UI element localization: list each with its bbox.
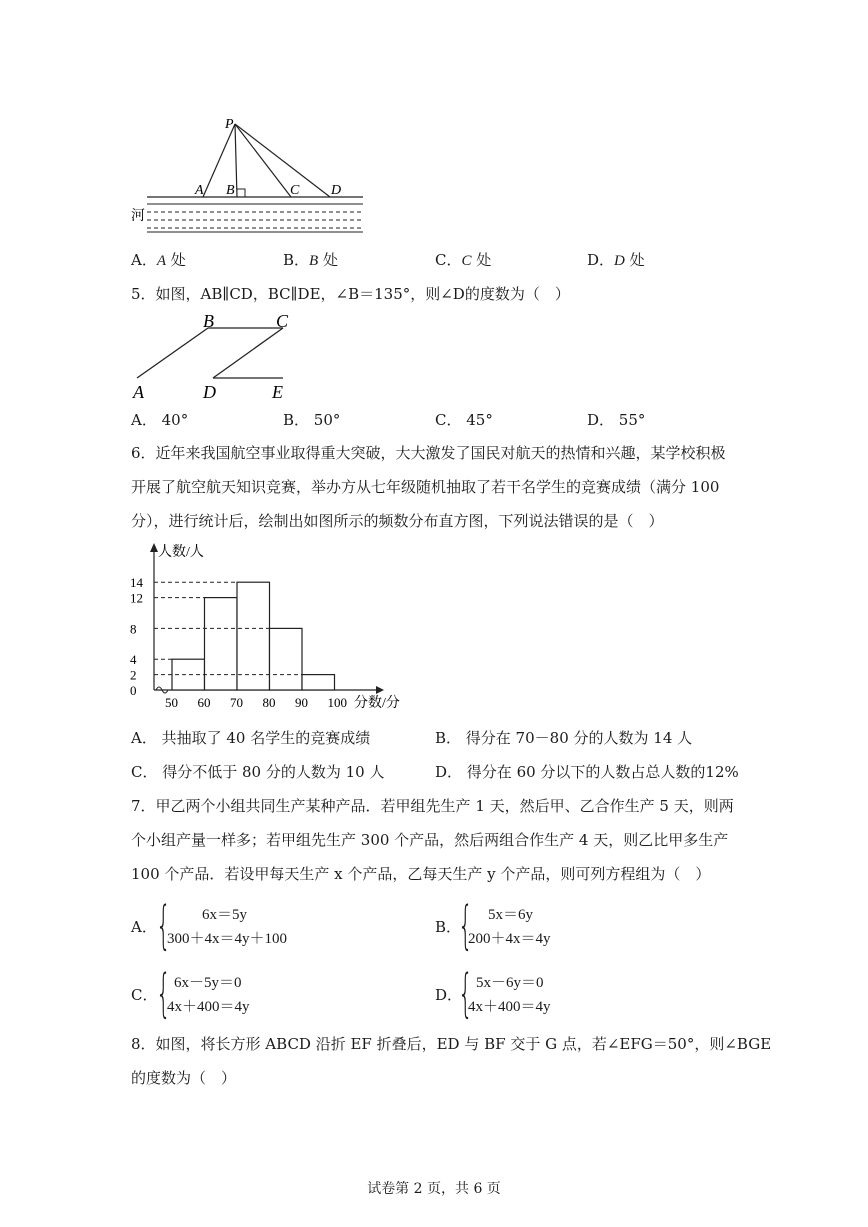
q7-option-d-eq2: 4x＋400＝4y	[468, 999, 551, 1015]
q7-option-d-brace: {	[458, 964, 473, 1024]
q5-option-d: D． 55°	[587, 411, 646, 429]
q6-stem-line-1: 6．近年来我国航空事业取得重大突破，大大激发了国民对航天的热情和兴趣，某学校积极	[131, 444, 726, 462]
y-tick-1: 2	[130, 667, 137, 683]
q7-option-c-letter: C．	[131, 986, 158, 1004]
bar-2	[237, 582, 270, 690]
q4-label-river: 河	[131, 209, 145, 224]
y-tick-0: 0	[130, 683, 137, 698]
bar-4	[302, 675, 335, 690]
q6-stem	[131, 436, 741, 538]
q4-option-b: B．B 处	[283, 251, 338, 269]
q5-option-c: C． 45°	[435, 411, 493, 429]
q6-option-c: C． 得分不低于 80 分的人数为 10 人	[131, 763, 385, 781]
q7-option-b-letter: B．	[435, 918, 462, 936]
q8-stem-line-2: 的度数为（ ）	[131, 1069, 237, 1087]
q5-label-e: E	[272, 382, 283, 402]
q4-option-a: A．A 处	[131, 251, 186, 269]
q7-option-c-eq1: 6x－5y＝0	[174, 975, 242, 991]
x-tick-1: 60	[197, 695, 211, 710]
q7-option-b-eq2: 200＋4x＝4y	[468, 931, 551, 947]
q5-option-b: B． 50°	[283, 411, 341, 429]
x-axis-arrow	[376, 686, 384, 694]
q5-label-d: D	[203, 382, 216, 402]
x-tick-5: 100	[327, 695, 347, 710]
q6-option-d: D． 得分在 60 分以下的人数占总人数的12%	[435, 763, 739, 781]
q7-option-c-brace: {	[156, 964, 171, 1024]
q6-option-a: A． 共抽取了 40 名学生的竞赛成绩	[131, 729, 371, 747]
bar-3	[270, 628, 303, 690]
q6-stem-line-2: 开展了航空航天知识竞赛，举办方从七年级随机抽取了若干名学生的竞赛成绩（满分 100	[131, 478, 720, 496]
x-tick-4: 90	[295, 695, 308, 710]
q7-option-a-eq2: 300＋4x＝4y＋100	[167, 931, 288, 947]
y-axis-label: 人数/人	[158, 545, 204, 560]
x-tick-2: 70	[230, 695, 243, 710]
q7-option-b-eq1: 5x＝6y	[488, 907, 534, 923]
q8-stem-line-1: 8．如图，将长方形 ABCD 沿折 EF 折叠后，ED 与 BF 交于 G 点，若∠EFG＝50°，则∠BGE	[131, 1035, 772, 1053]
page-footer: 试卷第 2 页，共 6 页	[367, 1181, 501, 1197]
q7-option-a-eq1: 6x＝5y	[202, 907, 248, 923]
q6-histogram	[128, 540, 418, 720]
q4-option-d: D．D 处	[587, 251, 645, 269]
y-tick-4: 12	[130, 590, 143, 606]
q5-label-b: B	[203, 311, 214, 331]
y-tick-2: 4	[130, 652, 137, 668]
bar-1	[205, 598, 238, 690]
q7-option-d-letter: D．	[435, 986, 463, 1004]
q4-label-a: A	[195, 183, 204, 198]
q8-stem	[131, 1027, 772, 1095]
q6-stem-line-3: 分），进行统计后，绘制出如图所示的频数分布直方图，下列说法错误的是（ ）	[131, 512, 664, 530]
q4-river-figure	[125, 112, 370, 237]
q5-label-c: C	[276, 311, 289, 331]
q7-stem-line-3: 100 个产品．若设甲每天生产 x 个产品，乙每天生产 y 个产品，则可列方程组为（ ）	[131, 865, 711, 883]
x-axis-label: 分数/分	[354, 696, 400, 711]
q7-stem	[131, 789, 741, 891]
q4-label-b: B	[226, 183, 235, 198]
q7-stem-line-1: 7．甲乙两个小组共同生产某种产品．若甲组先生产 1 天，然后甲、乙合作生产 5 天，则两	[131, 797, 734, 815]
q5-parallel-figure	[125, 308, 305, 403]
x-tick-0: 50	[165, 695, 178, 710]
q4-label-c: C	[290, 183, 300, 198]
q7-option-d-eq1: 5x－6y＝0	[476, 975, 544, 991]
q7-option-a-letter: A．	[131, 918, 157, 936]
y-tick-5: 14	[130, 575, 143, 591]
q4-label-p: P	[225, 117, 234, 132]
q4-label-d: D	[331, 183, 342, 198]
q5-option-a: A． 40°	[131, 411, 189, 429]
x-tick-3: 80	[262, 695, 276, 710]
q7-option-a-brace: {	[156, 896, 171, 956]
q5-stem: 5．如图，AB∥CD，BC∥DE，∠B＝135°，则∠D的度数为（ ）	[131, 285, 570, 303]
y-axis-arrow	[150, 543, 158, 552]
y-tick-3: 8	[130, 621, 137, 637]
q6-option-b: B． 得分在 70－80 分的人数为 14 人	[435, 729, 693, 747]
q5-label-a: A	[133, 382, 144, 402]
q7-stem-line-2: 个小组产量一样多；若甲组先生产 300 个产品，然后两组合作生产 4 天，则乙比甲多生产	[131, 831, 729, 849]
q7-option-b-brace: {	[458, 896, 473, 956]
q7-option-c-eq2: 4x＋400＝4y	[167, 999, 250, 1015]
q4-option-c: C．C 处	[435, 251, 492, 269]
